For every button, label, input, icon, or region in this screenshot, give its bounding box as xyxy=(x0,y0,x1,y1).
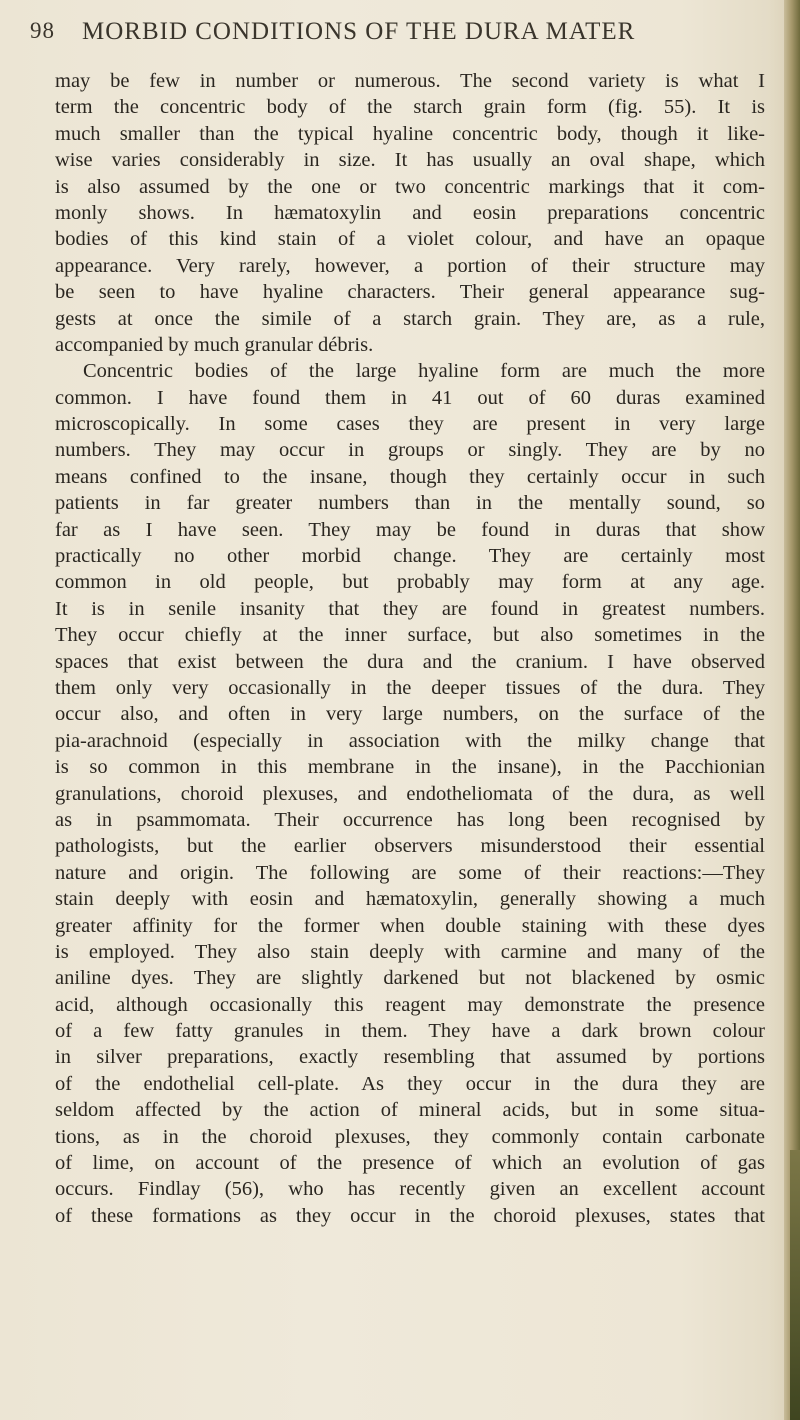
text-line: gests at once the simile of a starch grain. They are, as a rule, xyxy=(55,307,765,330)
text-line: monly shows. In hæmatoxylin and eosin preparations concentric xyxy=(55,201,765,224)
text-line: accompanied by much granular débris. xyxy=(55,333,374,356)
text-line: is employed. They also stain deeply with carmine and many of the xyxy=(55,940,765,963)
page-header xyxy=(30,18,730,58)
text-line: may be few in number or numerous. The second variety is what I xyxy=(55,70,765,92)
text-line: is so common in this membrane in the insane), in the Pacchionian xyxy=(55,756,765,779)
page-edge-stain xyxy=(790,1150,800,1420)
text-line: common. I have found them in 41 out of 60 duras examined xyxy=(55,386,765,409)
text-line: practically no other morbid change. They are certainly most xyxy=(55,545,765,568)
text-line: appearance. Very rarely, however, a portion of their structure may xyxy=(55,254,765,277)
text-line: microscopically. In some cases they are present in very large xyxy=(55,413,765,436)
text-line: aniline dyes. They are slightly darkened but not blackened by osmic xyxy=(55,967,765,990)
text-line: They occur chiefly at the inner surface, but also sometimes in the xyxy=(55,624,765,647)
text-line: greater affinity for the former when double staining with these dyes xyxy=(55,914,765,937)
page-number: 98 xyxy=(30,18,55,43)
text-line: of lime, on account of the presence of which an evolution of gas xyxy=(55,1152,765,1175)
text-line: in silver preparations, exactly resembling that assumed by portions xyxy=(55,1046,765,1069)
text-line: granulations, choroid plexuses, and endotheliomata of the dura, as well xyxy=(55,782,765,805)
text-line: of these formations as they occur in the choroid plexuses, states that xyxy=(55,1204,765,1227)
text-line: of a few fatty granules in them. They have a dark brown colour xyxy=(55,1020,765,1043)
text-line: seldom affected by the action of mineral acids, but in some situa- xyxy=(55,1099,765,1122)
text-line: numbers. They may occur in groups or singly. They are by no xyxy=(55,439,765,462)
text-line: nature and origin. The following are some of their reactions:—They xyxy=(55,861,765,884)
text-line: pia-arachnoid (especially in association with the milky change that xyxy=(55,729,765,752)
text-line: occurs. Findlay (56), who has recently given an excellent account xyxy=(55,1178,765,1201)
text-line: common in old people, but probably may form at any age. xyxy=(55,571,765,594)
text-line: patients in far greater numbers than in the mentally sound, so xyxy=(55,492,765,515)
text-line: them only very occasionally in the deeper tissues of the dura. They xyxy=(55,676,765,699)
text-line: bodies of this kind stain of a violet colour, and have an opaque xyxy=(55,228,765,251)
text-line: spaces that exist between the dura and the cranium. I have observed xyxy=(55,650,765,673)
text-line: means confined to the insane, though they certainly occur in such xyxy=(55,465,765,488)
body-text xyxy=(55,68,765,1229)
text-line: much smaller than the typical hyaline concentric body, though it like- xyxy=(55,122,765,145)
text-line: It is in senile insanity that they are found in greatest numbers. xyxy=(55,597,765,620)
text-line: Concentric bodies of the large hyaline form are much the more xyxy=(83,360,765,383)
text-line: of the endothelial cell-plate. As they occur in the dura they are xyxy=(55,1072,765,1095)
text-line: as in psammomata. Their occurrence has long been recognised by xyxy=(55,808,765,831)
text-line: occur also, and often in very large numbers, on the surface of the xyxy=(55,703,765,726)
text-line: acid, although occasionally this reagent may demonstrate the presence xyxy=(55,993,765,1016)
text-line: pathologists, but the earlier observers misunderstood their essential xyxy=(55,835,765,858)
text-line: be seen to have hyaline characters. Their general appearance sug- xyxy=(55,281,765,304)
text-line: wise varies considerably in size. It has usually an oval shape, which xyxy=(55,149,765,172)
text-line: is also assumed by the one or two concentric markings that it com- xyxy=(55,175,765,198)
text-line: term the concentric body of the starch grain form (fig. 55). It is xyxy=(55,96,765,119)
text-line: stain deeply with eosin and hæmatoxylin, generally showing a much xyxy=(55,888,765,911)
running-head: MORBID CONDITIONS OF THE DURA MATER xyxy=(82,18,636,45)
text-line: tions, as in the choroid plexuses, they commonly contain carbonate xyxy=(55,1125,765,1148)
text-line: far as I have seen. They may be found in duras that show xyxy=(55,518,765,541)
